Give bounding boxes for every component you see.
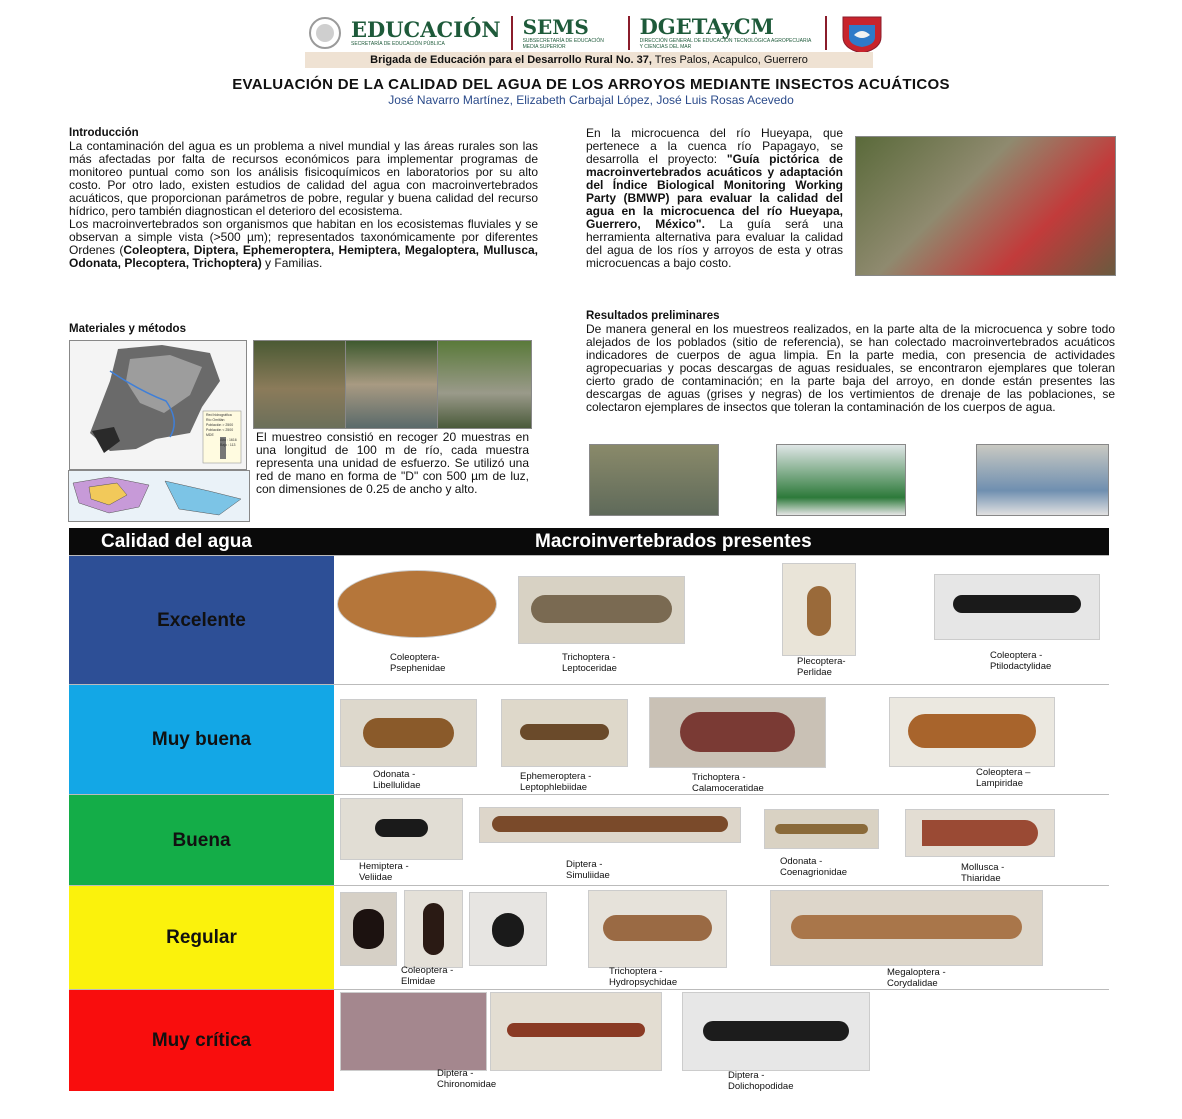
caption-order: Ephemeroptera - [520,771,592,782]
legend-item: Red hidrográfica [206,413,232,417]
caption-family: Elmidae [401,976,436,987]
header-logos [305,14,945,52]
divider [825,16,827,50]
caption-order: Odonata - [373,769,416,780]
specimen-leptoceridae [518,576,685,644]
project-text [586,127,843,270]
caption-corydalidae [887,967,946,989]
specimen-chironomidae-2 [490,992,662,1071]
divider [511,16,513,50]
lab-photo-3 [976,444,1109,516]
quality-row-excelente [69,555,1109,685]
specimen-elmidae-3 [469,892,547,966]
intro-p2-orders: Coleoptera, Diptera, Ephemeroptera, Hemiptera, Megaloptera, Mullusca, Odonata, Plecoptera, Trichoptera) [69,243,538,270]
caption-hydropsychidae [609,966,677,988]
caption-order: Trichoptera - [692,772,746,783]
quality-row-muy-critica [69,989,1109,1091]
quality-row-buena [69,794,1109,886]
caption-elmidae [401,965,453,987]
brand-educacion: EDUCACIÓN [351,17,501,42]
caption-order: Odonata - [780,856,823,867]
specimen-ptilodactylidae [934,574,1100,640]
methods-text: El muestreo consistió en recoger 20 muestras en una longitud de 100 m de río, cada muestra representa una unidad de esfuerzo. Se utilizó una red de mano en forma de "D" con 500 µm de luz, con dimensiones de 0.25 de ancho y alto. [256,430,529,496]
specimen-perlidae [782,563,856,656]
specimen-libellulidae [340,699,477,767]
caption-family: Calamoceratidae [692,783,764,794]
specimen-thiaridae [905,809,1055,857]
quality-label: Muy crítica [69,990,334,1091]
sampling-photo [855,136,1116,276]
caption-chironomidae [437,1068,496,1090]
caption-family: Hydropsychidae [609,977,678,988]
caption-family: Libellulidae [373,780,421,791]
quality-table-header [69,528,1109,555]
intro-paragraph-1: La contaminación del agua es un problema a nivel mundial y las áreas rurales son las más afectadas por falta de recursos económicos para implementar programas de monitoreo puntual como son los análisis fisicoquímicos en laboratorios por su alto costo. Por otro lado, existen estudios de calidad del agua con macroinvertebrados acuáticos, que proporcionan parámetros de pobre, regular y buena calidad del recurso hídrico, pero también diagnostican el deterioro del ecosistema. [69,139,538,218]
specimen-simuliidae [479,807,741,843]
caption-family: Lampiridae [976,778,1023,789]
specimen-corydalidae [770,890,1043,966]
caption-veliidae [359,861,409,883]
methods-heading: Materiales y métodos [69,323,186,335]
caption-simuliidae [566,859,610,881]
quality-label: Excelente [69,556,334,685]
caption-leptoceridae [562,652,617,674]
map-legend [206,413,237,448]
caption-order: Hemiptera - [359,861,409,872]
legend-item: Alto : 1616 [220,438,237,442]
caption-order: Coleoptera – [976,767,1031,778]
specimen-psephenidae [337,570,497,638]
intro-p2-a: Los macroinvertebrados son organismos que habitan en los ecosistemas fluviales y se observan a simple vista (>500 µm); representados taxonómicamente por diferentes Ordenes ( [69,217,538,257]
caption-order: Diptera - [566,859,603,870]
field-photo-1 [253,340,347,429]
brigada-banner [305,52,873,68]
brand-educacion-sub: SECRETARÍA DE EDUCACIÓN PÚBLICA [351,41,445,47]
caption-family: Leptophlebiidae [520,782,588,793]
intro-heading: Introducción [69,127,139,139]
caption-family: Simuliidae [566,870,610,881]
quality-row-regular [69,885,1109,990]
quality-label: Regular [69,886,334,990]
specimen-leptophlebiidae [501,699,628,767]
specimen-chironomidae-1 [340,992,487,1071]
caption-lampiridae [976,767,1030,789]
caption-order: Coleoptera- [390,652,440,663]
caption-order: Mollusca - [961,862,1005,873]
locator-maps [68,470,250,522]
caption-order: Diptera - [437,1068,474,1079]
specimen-hydropsychidae [588,890,727,968]
caption-family: Thiaridae [961,873,1001,884]
caption-order: Megaloptera - [887,967,946,978]
specimen-lampiridae [889,697,1055,767]
field-photo-2 [345,340,439,429]
legend-item: Bajo : 113 [220,443,236,447]
caption-order: Coleoptera - [401,965,454,976]
quality-label: Buena [69,795,334,886]
map-graphic [70,341,246,469]
study-area-map [69,340,247,470]
authors: José Navarro Martínez, Elizabeth Carbajal López, José Luis Rosas Acevedo [388,93,794,107]
specimen-elmidae-2 [404,890,463,968]
caption-ptilodactylidae [990,650,1051,672]
quality-label: Muy buena [69,685,334,795]
brand-sems-sub: SUBSECRETARÍA DE EDUCACIÓN MEDIA SUPERIOR [522,38,604,50]
caption-family: Coenagrionidae [780,867,848,878]
brand-sems: SEMS [522,15,589,39]
caption-family: Dolichopodidae [728,1081,794,1092]
project-intro: En la microcuenca del río Hueyapa, que pertenece a la cuenca río Papagayo, se desarrolla el proyecto: [586,126,843,166]
caption-order: Trichoptera - [562,652,616,663]
intro-paragraph-2 [69,218,538,270]
project-title: "Guía pictórica de macroinvertebrados acuáticos y adaptación del Índice Biological Monitoring Working Party (BMWP) para evaluar la calidad del agua en la microcuenca del río Hueyapa, Guerrero, México". [586,152,843,231]
caption-thiaridae [961,862,1004,884]
intro-p2-c: y Familias. [261,256,323,270]
results-heading: Resultados preliminares [586,310,720,322]
caption-family: Veliidae [359,872,393,883]
specimen-coenagrionidae [764,809,879,849]
caption-calamoceratidae [692,772,764,794]
project-description: La guía será una herramienta alternativa para evaluar la calidad del agua de los ríos y arroyos de esta y otras microcuencas a bajo costo. [586,217,843,270]
caption-family: Psephenidae [390,663,446,674]
caption-coenagrionidae [780,856,847,878]
legend-item: Población < 2500 [206,428,234,432]
lab-photo-1 [589,444,719,516]
specimen-calamoceratidae [649,697,826,768]
legend-item: Población > 2500 [206,423,234,427]
caption-order: Coleoptera - [990,650,1043,661]
locator-graphic [69,471,249,521]
divider [628,16,630,50]
caption-order: Plecoptera- [797,656,846,667]
results-text: De manera general en los muestreos realizados, en la parte alta de la microcuenca y sobre todo alejados de los poblados (sitio de referencia), se han colectado macroinvertebrados acuáticos indicadores de cuerpos de agua limpia. En la parte media, con presencia de actividades agropecuarias y pocas descargas de aguas residuales, se encontraron ejemplares que toleran cierto grado de contaminación; en la parte baja del arroyo, en donde están presentes las descargas de aguas (grises y negras) de los vertimientos de drenaje de las poblaciones, se colectaron ejemplares de insectos que toleran la contaminación de los cuerpos de agua. [586,322,1115,414]
specimen-dolichopodidae [682,992,870,1071]
legend-item: Río Omitlán [206,418,225,422]
caption-family: Chironomidae [437,1079,497,1090]
intro-text [69,140,538,270]
caption-psephenidae [390,652,445,674]
caption-libellulidae [373,769,421,791]
brigada-location: Tres Palos, Acapulco, Guerrero [651,54,808,66]
caption-dolichopodidae [728,1070,794,1092]
caption-order: Trichoptera - [609,966,663,977]
header-water-quality: Calidad del agua [101,531,252,552]
caption-family: Leptoceridae [562,663,617,674]
caption-family: Ptilodactylidae [990,661,1052,672]
specimen-elmidae-1 [340,892,397,966]
poster-title: EVALUACIÓN DE LA CALIDAD DEL AGUA DE LOS ARROYOS MEDIANTE INSECTOS ACUÁTICOS [232,76,950,93]
quality-row-muy-buena [69,684,1109,795]
mexico-seal-icon [305,15,345,51]
specimen-veliidae [340,798,463,860]
caption-order: Diptera - [728,1070,765,1081]
field-photo-3 [437,340,532,429]
brand-dgetaycm-sub: DIRECCIÓN GENERAL DE EDUCACIÓN TECNOLÓGICA AGROPECUARIA Y CIENCIAS DEL MAR [639,38,812,50]
lab-photo-2 [776,444,906,516]
caption-family: Perlidae [797,667,832,678]
brand-dgetaycm: DGETAyCM [639,14,774,39]
legend-item: MDE [206,433,214,437]
header-macroinvertebrates: Macroinvertebrados presentes [535,531,812,552]
brigada-name: Brigada de Educación para el Desarrollo Rural No. 37, [370,54,652,66]
guerrero-shield-icon [837,13,887,53]
caption-family: Corydalidae [887,978,938,989]
caption-perlidae [797,656,846,678]
caption-leptophlebiidae [520,771,591,793]
